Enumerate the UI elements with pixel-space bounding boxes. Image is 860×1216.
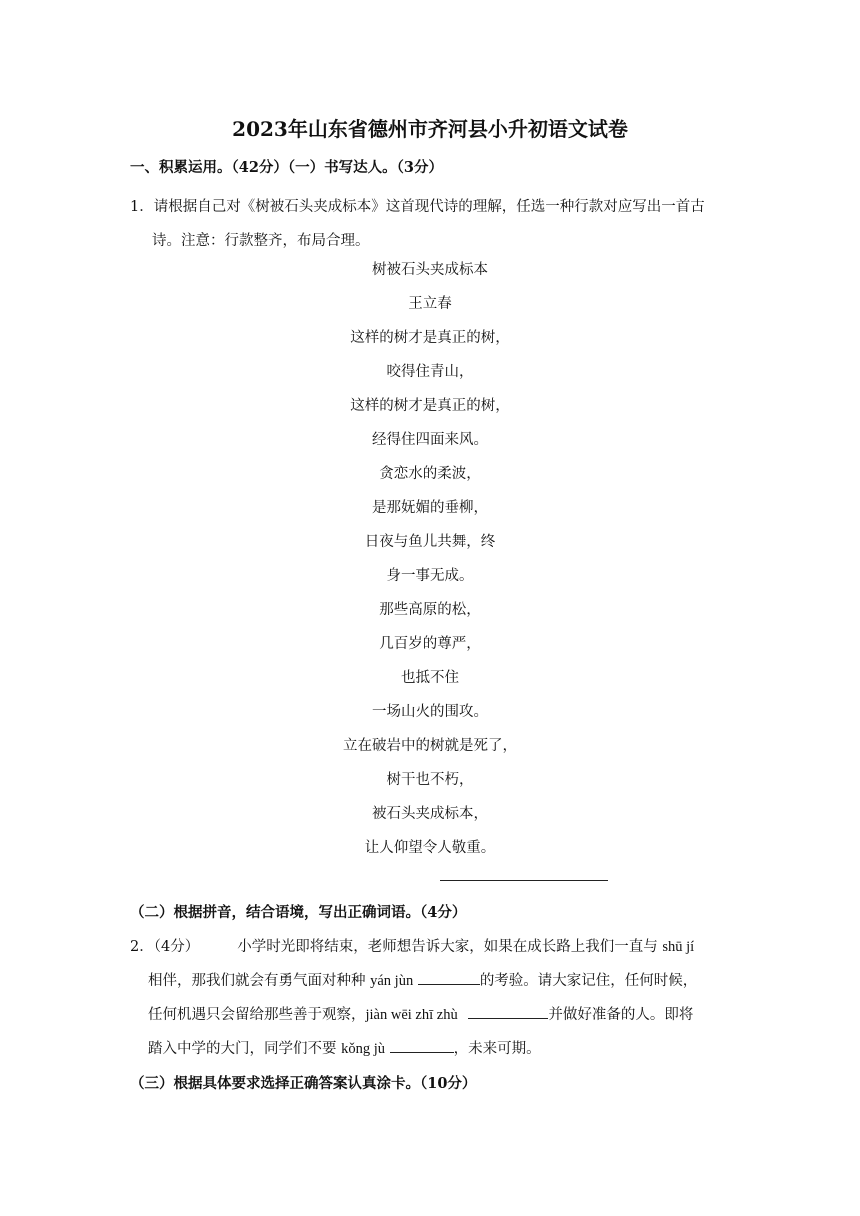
poem-line: 这样的树才是真正的树， <box>350 330 510 346</box>
question-text-cont: 诗。注意：行款整齐，布局合理。 <box>152 233 370 249</box>
pinyin-shuji: shū jí <box>662 939 695 955</box>
question-2 <box>130 930 742 1066</box>
poem-line: 让人仰望令人敬重。 <box>364 840 496 856</box>
question-1 <box>130 190 740 258</box>
page-title: 2023年山东省德州市齐河县小升初语文试卷 <box>232 117 628 141</box>
question-text: 的考验。请大家记住，任何时候， <box>479 973 698 989</box>
section-heading-1: 一、积累运用。（42分）（一）书写达人。（3分） <box>130 159 444 176</box>
question-number: 1． <box>130 199 154 215</box>
poem-line: 树干也不朽， <box>386 772 474 788</box>
question-text: 请根据自己对《树被石头夹成标本》这首现代诗的理解，任选一种行款对应写出一首古 <box>153 199 705 215</box>
question-text: 小学时光即将结束，老师想告诉大家，如果在成长路上我们一直与 <box>237 939 658 955</box>
poem-author: 王立春 <box>408 296 452 312</box>
poem-line: 咬得住青山， <box>386 364 474 380</box>
poem-line: 这样的树才是真正的树， <box>350 398 510 414</box>
section-heading-3: （三）根据具体要求选择正确答案认真涂卡。（10分） <box>130 1075 477 1092</box>
poem-line: 一场山火的围攻。 <box>372 704 488 720</box>
poem-line: 是那妩媚的垂柳， <box>372 500 488 516</box>
pinyin-yanjun: yán jùn <box>370 973 414 989</box>
poem <box>0 253 860 865</box>
poem-title: 树被石头夹成标本 <box>372 262 488 278</box>
poem-line: 身一事无成。 <box>386 568 474 584</box>
answer-blank[interactable] <box>390 1038 454 1053</box>
answer-blank-line[interactable] <box>440 880 608 881</box>
question-score: （4分） <box>153 939 200 955</box>
pinyin-jianweizhizhu: jiàn wēi zhī zhù <box>365 1007 458 1023</box>
poem-line: 也抵不住 <box>401 670 459 686</box>
poem-line: 经得住四面来风。 <box>372 432 488 448</box>
question-text: 踏入中学的大门，同学们不要 <box>148 1041 337 1057</box>
question-number: 2． <box>130 939 154 955</box>
question-text: 相伴，那我们就会有勇气面对种种 <box>148 973 366 989</box>
poem-line: 被石头夹成标本， <box>372 806 488 822</box>
answer-blank[interactable] <box>418 970 480 985</box>
section-heading-2: （二）根据拼音，结合语境，写出正确词语。（4分） <box>130 904 467 921</box>
poem-line: 日夜与鱼儿共舞，终 <box>364 534 496 550</box>
poem-line: 立在破岩中的树就是死了， <box>343 738 517 754</box>
poem-line: 那些高原的松， <box>379 602 481 618</box>
question-text: 并做好准备的人。即将 <box>548 1007 694 1023</box>
poem-line: 贪恋水的柔波， <box>379 466 481 482</box>
question-text: ，未来可期。 <box>453 1041 541 1057</box>
pinyin-kongju: kǒng jù <box>341 1041 386 1057</box>
answer-blank[interactable] <box>468 1004 548 1019</box>
question-text: 任何机遇只会留给那些善于观察， <box>148 1007 366 1023</box>
poem-line: 几百岁的尊严， <box>379 636 481 652</box>
